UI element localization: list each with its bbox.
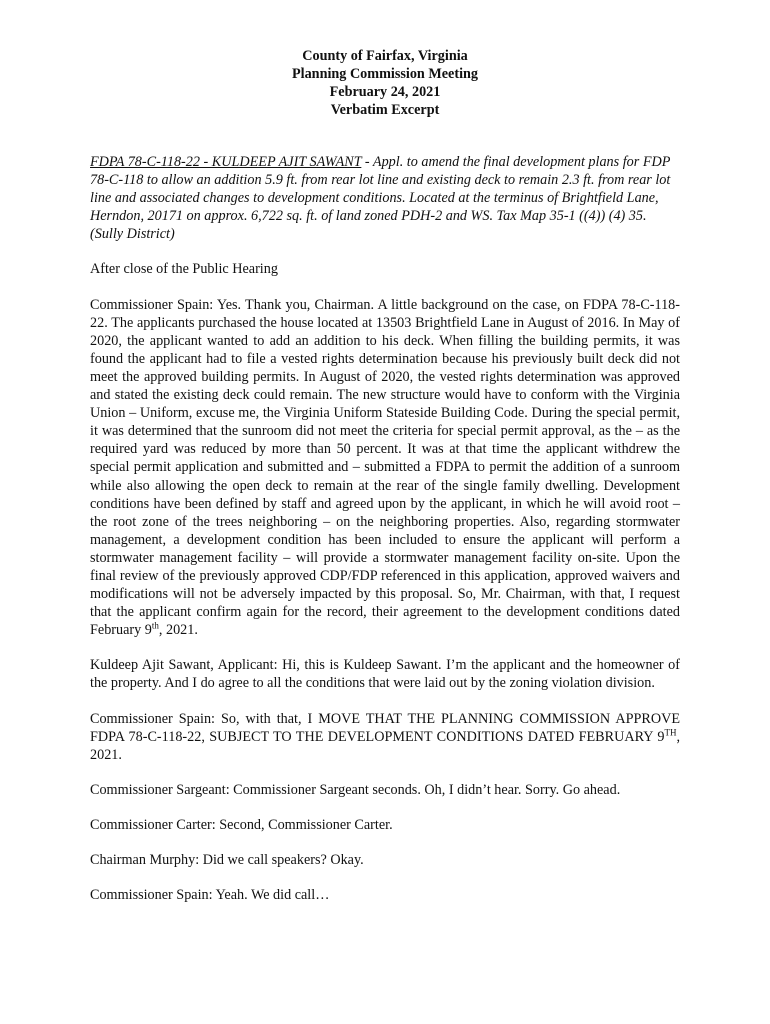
excerpt-label: Verbatim Excerpt <box>330 102 440 118</box>
county-title: County of Fairfax, Virginia <box>302 48 468 64</box>
transcript-body <box>90 153 680 921</box>
motion-text: Commissioner Spain: So, with that, I MOVE THAT THE PLANNING COMMISSION APPROVE FDPA 78-C-118-22, SUBJECT TO THE DEVELOPMENT CONDITIONS DATED FEBRUARY 9 <box>90 710 680 745</box>
statement-applicant: Kuldeep Ajit Sawant, Applicant: Hi, this is Kuldeep Sawant. I’m the applicant and the homeowner of the property. And I do agree to all the conditions that were laid out by the zoning violation division. <box>90 657 680 692</box>
statement-end: , 2021. <box>158 622 198 639</box>
statement-carter: Commissioner Carter: Second, Commissioner Carter. <box>90 816 393 833</box>
superscript: TH <box>664 726 677 737</box>
superscript: th <box>151 620 159 631</box>
statement-sargeant: Commissioner Sargeant: Commissioner Sargeant seconds. Oh, I didn’t hear. Sorry. Go ahead. <box>90 781 621 798</box>
statement-spain-motion <box>90 710 680 764</box>
case-caption <box>90 153 680 243</box>
motion-end: , 2021. <box>90 728 680 763</box>
document-header <box>0 47 770 119</box>
hearing-note: After close of the Public Hearing <box>90 261 278 278</box>
case-number: FDPA 78-C-118-22 - KULDEEP AJIT SAWANT <box>90 154 362 170</box>
statement-text: Commissioner Spain: Yes. Thank you, Chairman. A little background on the case, on FDPA 78-C-118-22. The applicants purchased the house located at 13503 Brightfield Lane in August of 2016. In May of 2020, the applicant wanted to add an addition to his deck. When filling the building permits, it was found the applicant had to file a vested rights determination because his previously built deck did not meet the approved building permits. In August of 2020, the vested rights determination was approved and stated the existing deck could remain. The new structure would have to conform with the Virginia Union – Uniform, excuse me, the Virginia Uniform Stateside Building Code. During the special permit, it was determined that the sunroom did not meet the criteria for special permit approval, as the – as the required yard was reduced by more than 50 percent. It was at that time the applicant withdrew the special permit application and submitted and – submitted a FDPA to permit the addition of a sunroom while also allowing the open deck to remain at the rear of the single family dwelling. Development conditions have been defined by staff and agreed upon by the applicant, in which he will avoid root – the root zone of the trees neighboring – on the neighboring properties. Also, regarding stormwater management, a development condition has been included to ensure the applicant will perform a stormwater management facility – will provide a stormwater management facility on-site. Upon the final review of the previously approved CDP/FDP referenced in this application, approved waivers and modifications will not be adversely impacted by this proposal. So, Mr. Chairman, with that, I request that the applicant confirm again for the record, their agreement to the development conditions dated February 9 <box>90 296 680 639</box>
case-description: - Appl. to amend the final development plans for FDP 78-C-118 to allow an addition 5.9 ft. from rear lot line and existing deck to remain 2.3 ft. from rear lot line and associated changes to development conditions. Located at the terminus of Brightfield Lane, Herndon, 20171 on approx. 6,722 sq. ft. of land zoned PDH-2 and WS. Tax Map 35-1 ((4)) (4) 35. (Sully District) <box>90 154 671 243</box>
meeting-date: February 24, 2021 <box>329 84 441 100</box>
statement-spain-background <box>90 296 680 640</box>
meeting-title: Planning Commission Meeting <box>291 66 479 82</box>
statement-spain-closing: Commissioner Spain: Yeah. We did call… <box>90 887 330 904</box>
statement-murphy: Chairman Murphy: Did we call speakers? Okay. <box>90 852 364 868</box>
